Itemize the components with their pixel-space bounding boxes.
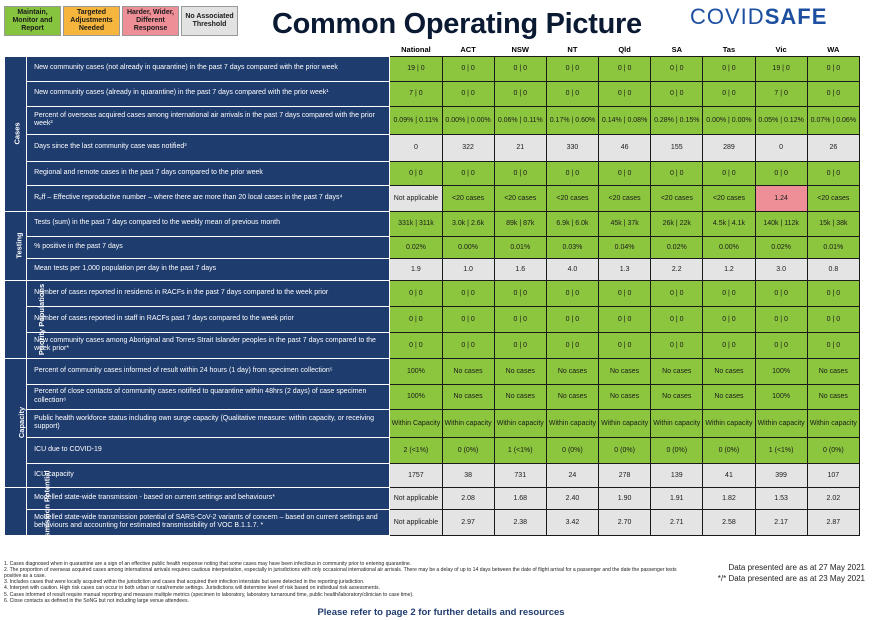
column-header: WA: [827, 45, 840, 55]
value-cell: 0.02%: [651, 236, 703, 258]
indicator-label: Regional and remote cases in the past 7 days compared to the prior week: [27, 161, 390, 185]
value-cell: 1.68: [494, 487, 546, 509]
value-cell: 0 (0%): [651, 437, 703, 463]
value-cell: 0.28% | 0.15%: [651, 106, 703, 134]
data-dates: [690, 563, 865, 585]
value-cell: 330: [546, 134, 598, 161]
value-cell: 7 | 0: [390, 81, 442, 106]
value-cell: <20 cases: [546, 185, 598, 211]
value-cell: 140k | 112k: [755, 211, 807, 236]
value-cell: Within capacity: [494, 409, 546, 437]
value-cell: 0 | 0: [651, 280, 703, 306]
value-cell: 100%: [390, 384, 442, 409]
value-cell: 2.97: [442, 509, 494, 535]
table-row: [5, 358, 860, 384]
footnote: 6. Close contacts as defined in the SoNG but not including large venue attendees.: [4, 597, 189, 604]
date-note-1: Data presented are as at 27 May 2021: [728, 563, 865, 572]
value-cell: 1 (<1%): [494, 437, 546, 463]
value-cell: 0 | 0: [651, 332, 703, 358]
column-header: ACT: [460, 45, 476, 55]
value-cell: 0 | 0: [546, 161, 598, 185]
value-cell: No cases: [599, 358, 651, 384]
value-cell: 100%: [390, 358, 442, 384]
value-cell: 2.70: [599, 509, 651, 535]
value-cell: Within capacity: [755, 409, 807, 437]
footnote: 1. Cases diagnosed when in quarantine are a sign of an effective public health response noting that some cases may have been infectious in community prior to entering quarantine.: [4, 561, 412, 567]
group-label-text: Testing: [14, 232, 24, 259]
value-cell: No cases: [494, 358, 546, 384]
indicator-label: Number of cases reported in staff in RACFs past 7 days compared to the week prior: [27, 306, 390, 332]
column-header: Qld: [618, 45, 631, 55]
legend: [4, 6, 240, 36]
value-cell: 322: [442, 134, 494, 161]
value-cell: 2.58: [703, 509, 755, 535]
footnote: 3. Includes cases that were locally acquired within the jurisdiction and cases that acquired their infection interstate but were detected in the reporting jurisdiction.: [4, 579, 365, 586]
value-cell: 2 (<1%): [390, 437, 442, 463]
value-cell: 0 | 0: [494, 306, 546, 332]
value-cell: 0 | 0: [599, 56, 651, 81]
group-label: [5, 280, 47, 358]
value-cell: 15k | 38k: [807, 211, 859, 236]
value-cell: 0 | 0: [755, 161, 807, 185]
table-row: [5, 332, 860, 358]
value-cell: 0 | 0: [599, 306, 651, 332]
value-cell: 41: [703, 463, 755, 487]
value-cell: 0 | 0: [651, 161, 703, 185]
value-cell: 19 | 0: [390, 56, 442, 81]
value-cell: No cases: [546, 358, 598, 384]
value-cell: 0 | 0: [703, 306, 755, 332]
group-label: [5, 358, 27, 487]
legend-no-threshold: No Associated Threshold: [181, 6, 238, 36]
value-cell: 4.5k | 4.1k: [703, 211, 755, 236]
value-cell: 0 | 0: [494, 332, 546, 358]
value-cell: 155: [651, 134, 703, 161]
value-cell: 100%: [755, 384, 807, 409]
table-row: [5, 236, 860, 258]
table-row: [5, 185, 860, 211]
value-cell: 7 | 0: [755, 81, 807, 106]
value-cell: 0 | 0: [703, 280, 755, 306]
value-cell: 0.05% | 0.12%: [755, 106, 807, 134]
value-cell: 0.01%: [807, 236, 859, 258]
group-label-text: Capacity: [17, 406, 27, 439]
table-header: [5, 44, 860, 56]
indicator-label: Rₑff – Effective reproductive number – where there are more than 20 local cases in the past 7 days⁴: [27, 185, 390, 211]
column-header: Vic: [775, 45, 787, 55]
value-cell: 0 | 0: [599, 81, 651, 106]
value-cell: 26: [807, 134, 859, 161]
value-cell: 0 | 0: [807, 56, 859, 81]
value-cell: 0.00%: [703, 236, 755, 258]
value-cell: 0 | 0: [755, 280, 807, 306]
value-cell: 0 | 0: [442, 280, 494, 306]
indicator-label: New community cases (already in quarantine) in the past 7 days compared with the prior week¹: [27, 81, 390, 106]
table-row: [5, 306, 860, 332]
page-title: Common Operating Picture: [272, 8, 642, 40]
value-cell: No cases: [651, 358, 703, 384]
column-header: NT: [567, 45, 578, 55]
group-label: [5, 56, 27, 211]
header-blank: [5, 44, 390, 56]
indicator-label: Modelled state-wide transmission potential of SARS-CoV-2 variants of concern – based on current settings and behaviours and accounting for estimated transmissibility of VOC B.1.1.7. *: [27, 509, 390, 535]
value-cell: 0 | 0: [599, 161, 651, 185]
column-header: NSW: [511, 45, 529, 55]
value-cell: 0 | 0: [703, 161, 755, 185]
value-cell: <20 cases: [494, 185, 546, 211]
value-cell: 0.8: [807, 258, 859, 280]
value-cell: 139: [651, 463, 703, 487]
value-cell: 0.02%: [390, 236, 442, 258]
value-cell: 0.14% | 0.08%: [599, 106, 651, 134]
value-cell: 0.03%: [546, 236, 598, 258]
value-cell: No cases: [703, 384, 755, 409]
value-cell: 0 | 0: [390, 280, 442, 306]
footnote: 5. Cases informed of result require manual reporting and measure multiple metrics (specimen to laboratory, laboratory turnaround time, public health/laboratory/clinician to case time).: [4, 591, 414, 598]
value-cell: 1757: [390, 463, 442, 487]
value-cell: No cases: [599, 384, 651, 409]
value-cell: 0 | 0: [442, 161, 494, 185]
date-note-2: */* Data presented are as at 23 May 2021: [717, 573, 865, 583]
value-cell: 2.2: [651, 258, 703, 280]
value-cell: 0 | 0: [599, 332, 651, 358]
value-cell: 3.0: [755, 258, 807, 280]
value-cell: 278: [599, 463, 651, 487]
value-cell: 0 | 0: [755, 332, 807, 358]
value-cell: 2.87: [807, 509, 859, 535]
value-cell: 0 | 0: [442, 306, 494, 332]
value-cell: Not applicable: [390, 185, 442, 211]
group-label: [5, 469, 52, 553]
value-cell: Within capacity: [442, 409, 494, 437]
value-cell: 0 | 0: [494, 280, 546, 306]
value-cell: 100%: [755, 358, 807, 384]
indicator-label: % positive in the past 7 days: [27, 236, 390, 258]
value-cell: 46: [599, 134, 651, 161]
table-row: [5, 280, 860, 306]
value-cell: 0 | 0: [546, 280, 598, 306]
value-cell: 1.3: [599, 258, 651, 280]
value-cell: 0 | 0: [755, 306, 807, 332]
value-cell: Within capacity: [703, 409, 755, 437]
covidsafe-logo: [690, 4, 827, 30]
value-cell: 0 | 0: [390, 306, 442, 332]
value-cell: 1.91: [651, 487, 703, 509]
brand-part1: COVID: [690, 4, 765, 29]
value-cell: 0 | 0: [494, 81, 546, 106]
indicator-label: New community cases (not already in quarantine) in the past 7 days compared with the prior week: [27, 56, 390, 81]
value-cell: No cases: [494, 384, 546, 409]
value-cell: 0 | 0: [703, 56, 755, 81]
indicator-label: ICU capacity: [27, 463, 390, 487]
value-cell: <20 cases: [442, 185, 494, 211]
value-cell: 26k | 22k: [651, 211, 703, 236]
indicator-label: Percent of overseas acquired cases among international air arrivals in the past 7 days compared with the prior week²: [27, 106, 390, 134]
column-header: Tas: [722, 45, 736, 55]
table-row: [5, 258, 860, 280]
value-cell: 0.00%: [442, 236, 494, 258]
value-cell: 0 | 0: [651, 56, 703, 81]
value-cell: 21: [494, 134, 546, 161]
value-cell: 0 | 0: [494, 56, 546, 81]
value-cell: 2.38: [494, 509, 546, 535]
value-cell: 1.24: [755, 185, 807, 211]
table-row: [5, 509, 860, 535]
indicator-label: New community cases among Aboriginal and Torres Strait Islander peoples in the past 7 days compared to the week prior*: [27, 332, 390, 358]
value-cell: 399: [755, 463, 807, 487]
group-label-text: Transmission Potential: [42, 469, 52, 553]
value-cell: 3.0k | 2.6k: [442, 211, 494, 236]
cop-table: [4, 44, 860, 553]
value-cell: 4.0: [546, 258, 598, 280]
value-cell: 0 | 0: [442, 81, 494, 106]
value-cell: 0 | 0: [651, 81, 703, 106]
value-cell: 1.0: [442, 258, 494, 280]
value-cell: 0 | 0: [390, 332, 442, 358]
value-cell: 0 | 0: [546, 332, 598, 358]
group-label-text: Priority Populations: [37, 283, 47, 355]
legend-maintain: Maintain, Monitor and Report: [4, 6, 61, 36]
column-header: National: [401, 45, 431, 55]
value-cell: 0 | 0: [546, 306, 598, 332]
value-cell: 289: [703, 134, 755, 161]
value-cell: 0.01%: [494, 236, 546, 258]
value-cell: Not applicable: [390, 487, 442, 509]
footnote: 2. The proportion of overseas acquired cases among international arrivals requires cautious interpretation, especially in jurisdictions with only occasional international air arrivals. There may be a delay of up to 14 days between the date of flight arrival for a passenger and the date the passenger tests positive as a case.: [4, 567, 677, 580]
legend-harder: Harder, Wider, Different Response: [122, 6, 179, 36]
value-cell: 0.09% | 0.11%: [390, 106, 442, 134]
value-cell: No cases: [703, 358, 755, 384]
value-cell: 2.08: [442, 487, 494, 509]
indicator-label: ICU due to COVID-19: [27, 437, 390, 463]
indicator-label: Public health workforce status including own surge capacity (Qualitative measure: within capacity, or receiving support): [27, 409, 390, 437]
value-cell: 0 | 0: [442, 332, 494, 358]
table-row: [5, 211, 860, 236]
value-cell: No cases: [807, 358, 859, 384]
value-cell: 0 | 0: [390, 161, 442, 185]
value-cell: 0: [390, 134, 442, 161]
indicator-label: Modelled state-wide transmission - based on current settings and behaviours*: [27, 487, 390, 509]
value-cell: 2.71: [651, 509, 703, 535]
value-cell: No cases: [651, 384, 703, 409]
value-cell: 0 | 0: [494, 161, 546, 185]
value-cell: No cases: [546, 384, 598, 409]
value-cell: <20 cases: [651, 185, 703, 211]
value-cell: 1.53: [755, 487, 807, 509]
value-cell: <20 cases: [807, 185, 859, 211]
table-row: [5, 409, 860, 437]
value-cell: 2.40: [546, 487, 598, 509]
value-cell: 0.04%: [599, 236, 651, 258]
value-cell: 0: [755, 134, 807, 161]
table-row: [5, 56, 860, 81]
indicator-label: Mean tests per 1,000 population per day in the past 7 days: [27, 258, 390, 280]
value-cell: 0 (0%): [599, 437, 651, 463]
value-cell: 0 | 0: [807, 280, 859, 306]
legend-targeted: Targeted Adjustments Needed: [63, 6, 120, 36]
value-cell: 3.42: [546, 509, 598, 535]
value-cell: 2.02: [807, 487, 859, 509]
indicator-label: Percent of community cases informed of result within 24 hours (1 day) from specimen collection⁵: [27, 358, 390, 384]
value-cell: 0 (0%): [807, 437, 859, 463]
indicator-label: Percent of close contacts of community cases notified to quarantine within 48hrs (2 days) of case specimen collection⁶: [27, 384, 390, 409]
value-cell: 107: [807, 463, 859, 487]
value-cell: No cases: [442, 384, 494, 409]
value-cell: <20 cases: [599, 185, 651, 211]
value-cell: 1.6: [494, 258, 546, 280]
value-cell: 0 | 0: [546, 56, 598, 81]
value-cell: Within capacity: [546, 409, 598, 437]
value-cell: 19 | 0: [755, 56, 807, 81]
value-cell: <20 cases: [703, 185, 755, 211]
value-cell: 0 (0%): [442, 437, 494, 463]
value-cell: 0 (0%): [703, 437, 755, 463]
table-row: [5, 81, 860, 106]
brand-part2: SAFE: [764, 4, 828, 29]
value-cell: 0 | 0: [546, 81, 598, 106]
table-row: [5, 106, 860, 134]
footnote: 4. Interpret with caution. High risk cases can occur in both urban or rural/remote settings. Jurisdictions will determine level of risk based on individual risk assessments.: [4, 585, 380, 592]
value-cell: 0.17% | 0.60%: [546, 106, 598, 134]
value-cell: 1.82: [703, 487, 755, 509]
value-cell: 0 | 0: [442, 56, 494, 81]
value-cell: Within capacity: [807, 409, 859, 437]
value-cell: 89k | 87k: [494, 211, 546, 236]
value-cell: 0 | 0: [807, 81, 859, 106]
value-cell: 6.9k | 6.0k: [546, 211, 598, 236]
value-cell: Within Capacity: [390, 409, 442, 437]
value-cell: 2.17: [755, 509, 807, 535]
table-row: [5, 463, 860, 487]
value-cell: 0 | 0: [807, 161, 859, 185]
value-cell: 38: [442, 463, 494, 487]
value-cell: 0 | 0: [807, 306, 859, 332]
value-cell: 0 | 0: [599, 280, 651, 306]
value-cell: 0 | 0: [703, 332, 755, 358]
indicator-label: Number of cases reported in residents in RACFs in the past 7 days compared to the week prior: [27, 280, 390, 306]
table-row: [5, 384, 860, 409]
value-cell: 0.00% | 0.00%: [442, 106, 494, 134]
table-row: [5, 437, 860, 463]
column-header: SA: [671, 45, 682, 55]
value-cell: Within capacity: [599, 409, 651, 437]
refer-note: Please refer to page 2 for further details and resources: [317, 607, 565, 618]
value-cell: 0 | 0: [651, 306, 703, 332]
value-cell: 0.06% | 0.11%: [494, 106, 546, 134]
indicator-label: Tests (sum) in the past 7 days compared to the weekly mean of previous month: [27, 211, 390, 236]
group-label: [5, 211, 27, 280]
value-cell: No cases: [442, 358, 494, 384]
table-row: [5, 134, 860, 161]
value-cell: 0 (0%): [546, 437, 598, 463]
value-cell: Not applicable: [390, 509, 442, 535]
value-cell: 45k | 37k: [599, 211, 651, 236]
value-cell: 0 | 0: [807, 332, 859, 358]
table-row: [5, 161, 860, 185]
indicator-label: Days since the last community case was notified³: [27, 134, 390, 161]
value-cell: 1.9: [390, 258, 442, 280]
value-cell: Within capacity: [651, 409, 703, 437]
table-row: [5, 487, 860, 509]
footnotes: [4, 561, 694, 604]
value-cell: 0.00% | 0.00%: [703, 106, 755, 134]
value-cell: 731: [494, 463, 546, 487]
value-cell: 331k | 311k: [390, 211, 442, 236]
group-label-text: Cases: [12, 122, 22, 145]
value-cell: 1 (<1%): [755, 437, 807, 463]
value-cell: No cases: [807, 384, 859, 409]
value-cell: 0 | 0: [703, 81, 755, 106]
value-cell: 0.02%: [755, 236, 807, 258]
value-cell: 1.90: [599, 487, 651, 509]
value-cell: 0.07% | 0.06%: [807, 106, 859, 134]
value-cell: 24: [546, 463, 598, 487]
value-cell: 1.2: [703, 258, 755, 280]
